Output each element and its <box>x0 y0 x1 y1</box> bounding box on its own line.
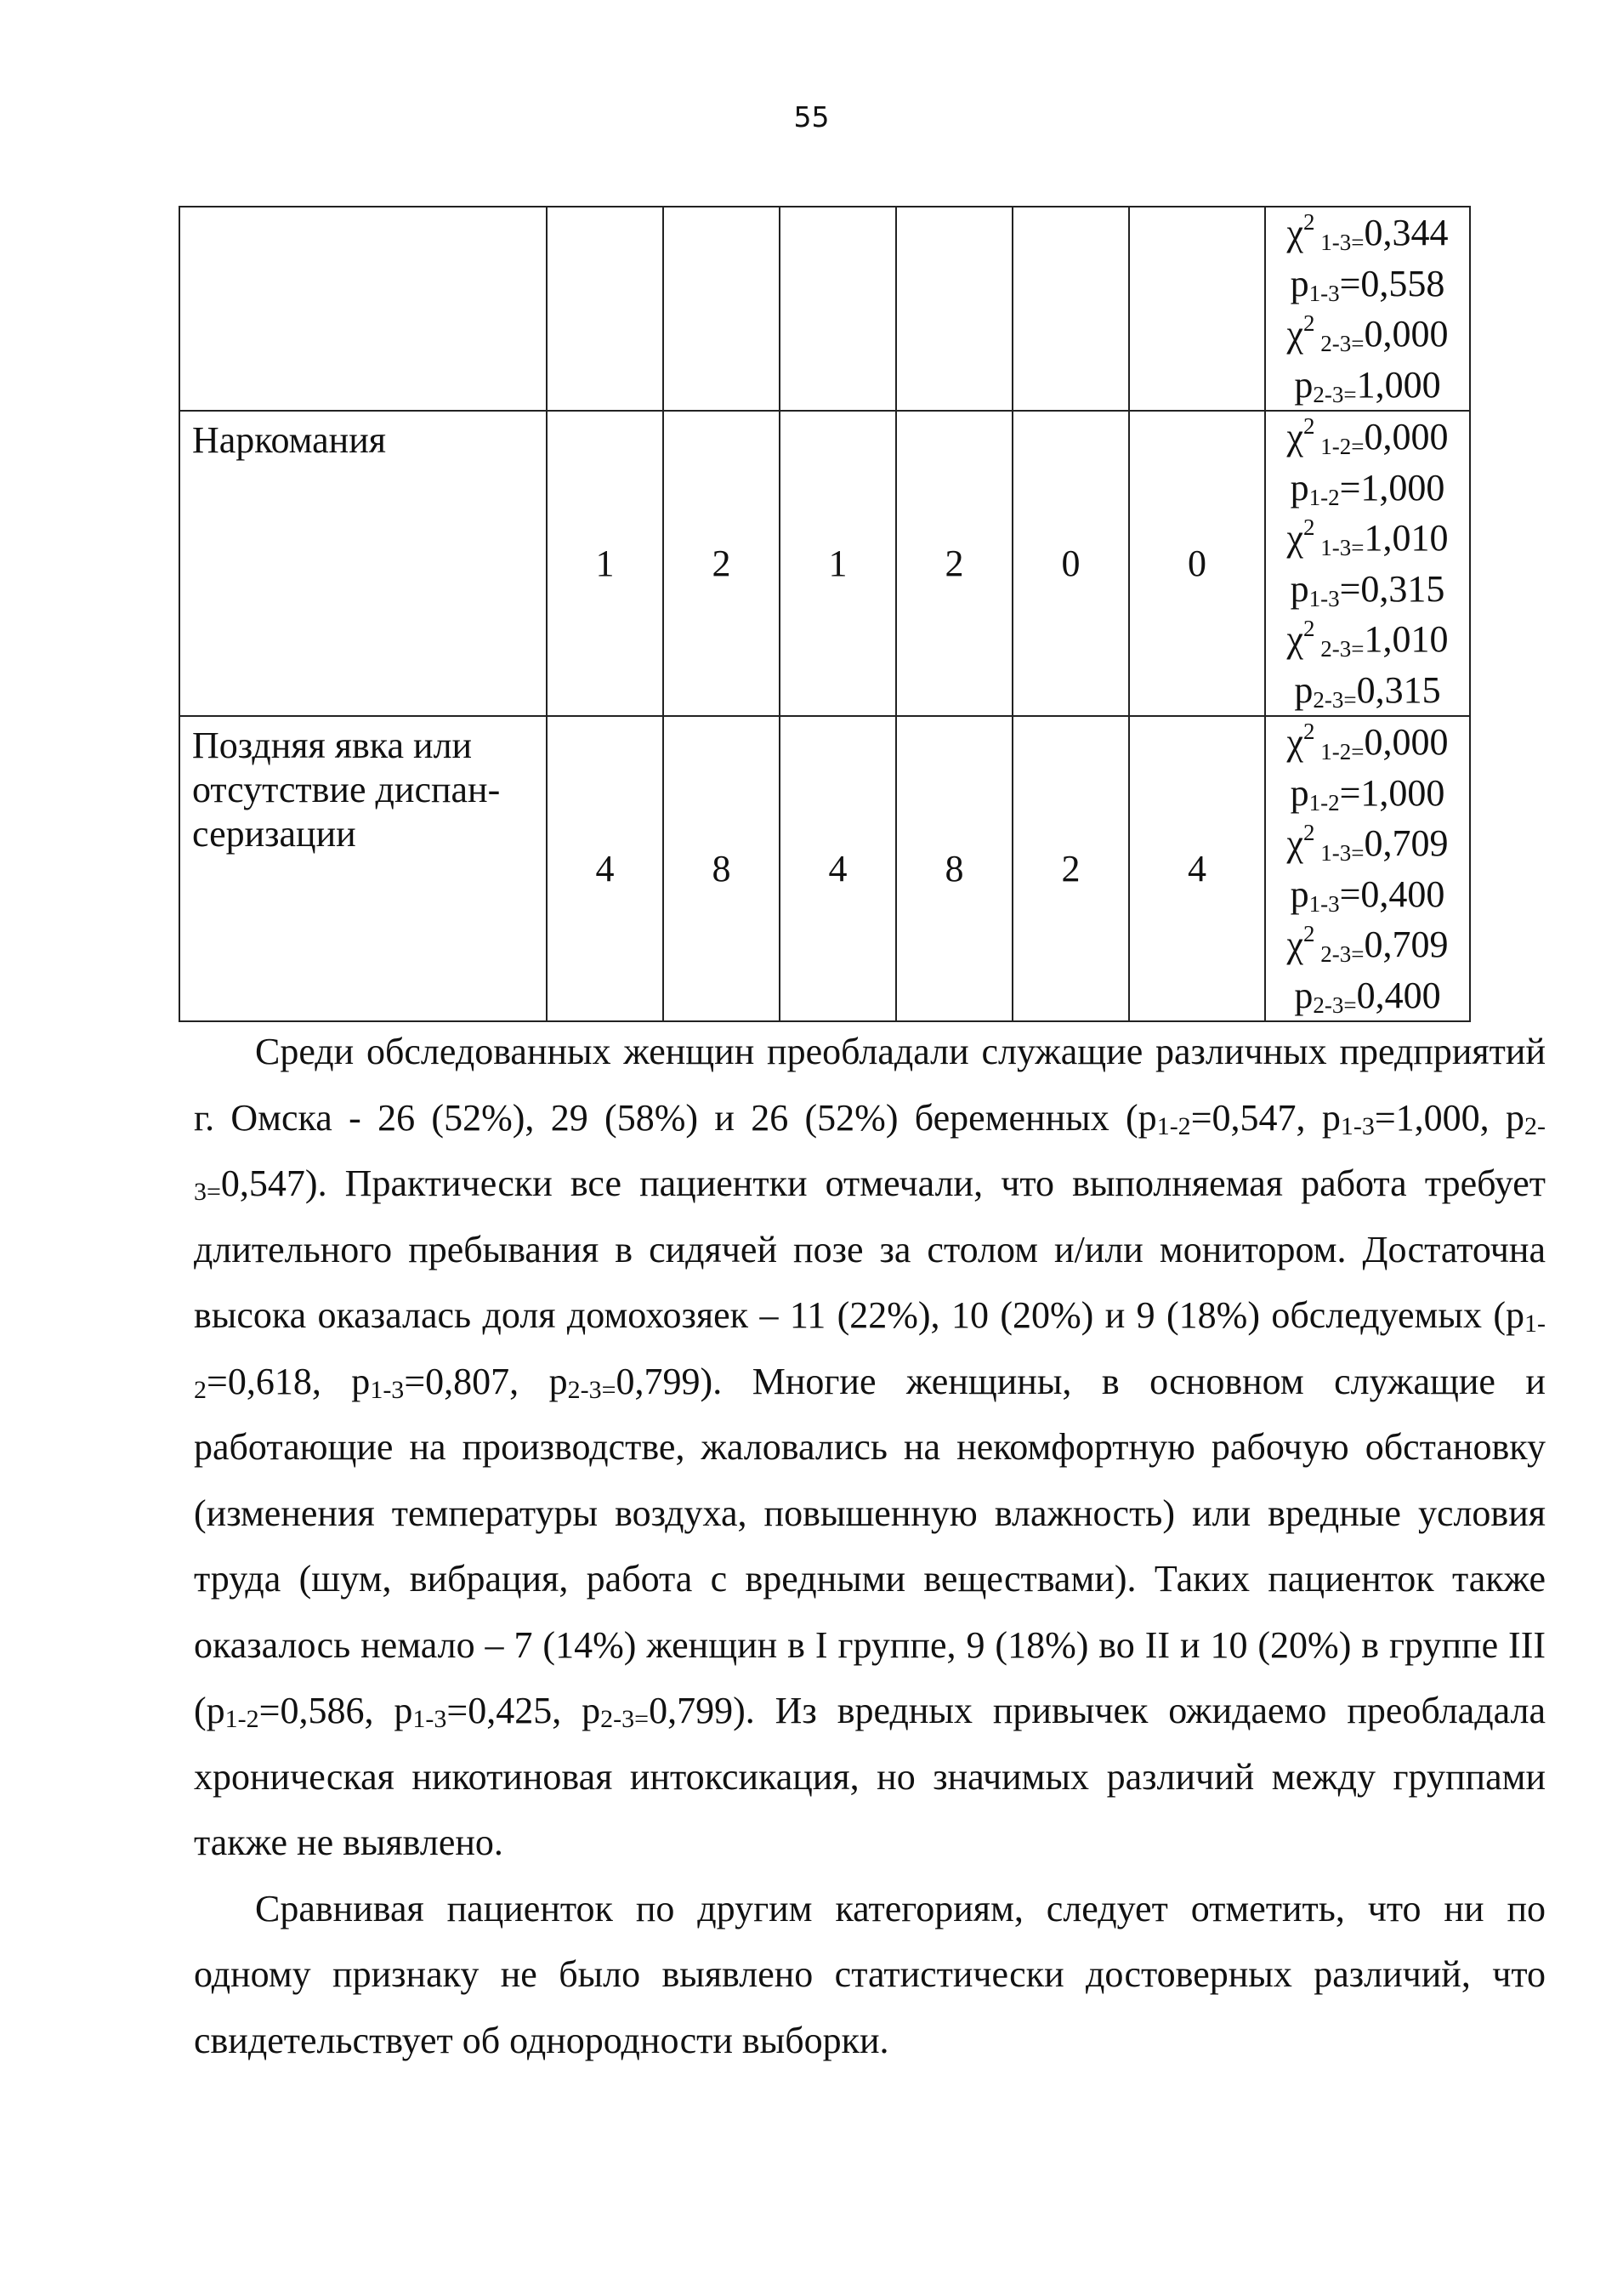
statistic-subscript: 1-2= <box>1314 434 1365 459</box>
group-count-cell <box>1013 207 1129 411</box>
statistic-line <box>1266 665 1469 716</box>
statistic-value: 0,000 <box>1364 313 1449 355</box>
statistic-subscript: 1-3= <box>1314 230 1365 255</box>
statistic-subscript: 2-3= <box>1313 381 1357 407</box>
statistic-value: =0,558 <box>1339 262 1445 304</box>
p-value-subscript: 1-2 <box>194 1310 1546 1404</box>
group-count-cell: 8 <box>896 716 1013 1021</box>
group-count-cell: 4 <box>547 716 663 1021</box>
p-value-subscript: 2-3= <box>567 1375 616 1404</box>
statistic-subscript: 1-3= <box>1314 535 1365 560</box>
statistic-superscript: 2 <box>1303 413 1315 439</box>
statistic-subscript: 2-3= <box>1313 686 1357 713</box>
table-row <box>179 207 1470 411</box>
table-row <box>179 411 1470 716</box>
group-count-cell: 0 <box>1013 411 1129 716</box>
group-count-cell <box>896 207 1013 411</box>
statistic-line <box>1266 309 1469 360</box>
row-label-line: серизации <box>192 813 356 855</box>
statistic-value: =1,000 <box>1339 466 1445 509</box>
p-value-subscript: 1-2 <box>1156 1111 1191 1140</box>
group-count-cell: 4 <box>1129 716 1265 1021</box>
row-label: Наркомания <box>179 411 547 716</box>
statistic-line <box>1266 614 1469 665</box>
statistic-value: 1,000 <box>1356 363 1441 406</box>
p-value-subscript: 1-3 <box>1340 1111 1375 1140</box>
group-count-cell <box>547 207 663 411</box>
statistic-symbol: p <box>1294 974 1314 1016</box>
statistic-symbol: χ <box>1286 517 1304 559</box>
statistic-line <box>1266 717 1469 768</box>
row-label <box>179 716 547 1021</box>
p-value-subscript: 2-3= <box>600 1705 650 1733</box>
group-count-cell <box>1129 207 1265 411</box>
statistic-superscript: 2 <box>1303 514 1315 540</box>
statistic-subscript: 1-3 <box>1308 890 1340 917</box>
statistic-line <box>1266 869 1469 920</box>
paragraph: Среди обследованных женщин преобладали служащие различных предприятий г. Омска - 26 (52%), 29 (58%) и 26 (52%) беременных (p1-2=0,547, p1-3=1,000, p2-3=0,547). Практически все пациентки отмечали, что выполняемая работа требует длительного пребывания в сидячей позе за столом и/или монитором. Достаточна высока оказалась доля домохозяек – 11 (22%), 10 (20%) и 9 (18%) обследуемых (p1-2=0,618, p1-3=0,807, p2-3=0,799). Многие женщины, в основном служащие и работающие на производстве, жаловались на некомфортную рабочую обстановку (изменения температуры воздуха, повышенную влажность) или вредные условия труда (шум, вибрация, работа с вредными веществами). Таких пациенток также оказалось немало – 7 (14%) женщин в I группе, 9 (18%) во II и 10 (20%) в группе III (p1-2=0,586, p1-3=0,425, p2-3=0,799). Из вредных привычек ожидаемо преобладала хроническая никотиновая интоксикация, но значимых различий между группами также не выявлено. <box>194 1031 1546 1863</box>
statistic-value: 1,010 <box>1364 618 1449 660</box>
statistic-subscript: 1-3 <box>1308 585 1340 611</box>
statistic-subscript: 2-3= <box>1314 331 1365 356</box>
statistics-cell <box>1265 411 1470 716</box>
statistic-line <box>1266 818 1469 869</box>
statistic-line <box>1266 970 1469 1021</box>
statistic-value: =0,400 <box>1339 872 1445 915</box>
statistic-subscript: 2-3= <box>1314 636 1365 662</box>
statistic-symbol: χ <box>1286 924 1304 965</box>
row-label <box>179 207 547 411</box>
group-count-cell: 2 <box>896 411 1013 716</box>
statistic-value: 1,010 <box>1364 517 1449 559</box>
body-text <box>194 1019 1546 2073</box>
group-count-cell: 4 <box>780 716 896 1021</box>
statistic-symbol: p <box>1294 363 1314 406</box>
paragraph: Сравнивая пациенток по другим категориям, следует отметить, что ни по одному признаку не было выявлено статистически достоверных различий, что свидетельствует об однородности выборки. <box>194 1887 1546 2061</box>
statistic-value: 0,709 <box>1364 924 1449 965</box>
statistic-symbol: p <box>1290 872 1309 915</box>
statistic-symbol: χ <box>1286 416 1304 457</box>
statistic-line <box>1266 412 1469 463</box>
statistic-symbol: χ <box>1286 618 1304 660</box>
statistics-cell <box>1265 716 1470 1021</box>
p-value-subscript: 1-3 <box>370 1375 405 1404</box>
statistic-subscript: 2-3= <box>1313 992 1357 1018</box>
p-value-subscript: 2-3= <box>194 1111 1546 1206</box>
statistic-subscript: 1-2 <box>1308 789 1340 816</box>
statistic-line <box>1266 463 1469 514</box>
group-count-cell: 2 <box>1013 716 1129 1021</box>
statistic-line <box>1266 513 1469 564</box>
statistic-symbol: p <box>1290 567 1309 610</box>
statistic-superscript: 2 <box>1303 209 1315 235</box>
statistic-superscript: 2 <box>1303 310 1315 336</box>
group-count-cell <box>663 207 780 411</box>
statistic-line <box>1266 259 1469 310</box>
statistic-symbol: p <box>1294 668 1314 711</box>
statistic-symbol: χ <box>1286 212 1304 253</box>
group-count-cell: 0 <box>1129 411 1265 716</box>
p-value-subscript: 1-3 <box>412 1705 447 1733</box>
statistic-value: 0,000 <box>1364 721 1449 763</box>
group-count-cell: 1 <box>547 411 663 716</box>
statistic-symbol: χ <box>1286 822 1304 864</box>
page-number: 55 <box>793 100 830 134</box>
statistic-subscript: 1-3= <box>1314 840 1365 866</box>
statistics-table <box>179 206 1471 1022</box>
statistic-symbol: p <box>1290 771 1309 814</box>
statistic-subscript: 1-3 <box>1308 280 1340 306</box>
statistic-line <box>1266 768 1469 819</box>
table-row <box>179 716 1470 1021</box>
statistic-line <box>1266 207 1469 259</box>
statistic-superscript: 2 <box>1303 616 1315 641</box>
statistic-value: 0,000 <box>1364 416 1449 457</box>
statistic-value: =1,000 <box>1339 771 1445 814</box>
row-label-line: отсутствие диспан- <box>192 769 501 810</box>
statistics-cell <box>1265 207 1470 411</box>
statistic-symbol: χ <box>1286 313 1304 355</box>
statistic-line <box>1266 564 1469 615</box>
statistic-subscript: 2-3= <box>1314 941 1365 967</box>
statistic-subscript: 1-2= <box>1314 739 1365 764</box>
statistic-line <box>1266 360 1469 411</box>
statistic-superscript: 2 <box>1303 921 1315 946</box>
statistic-line <box>1266 919 1469 970</box>
group-count-cell: 2 <box>663 411 780 716</box>
p-value-subscript: 1-2 <box>224 1705 259 1733</box>
statistic-value: 0,315 <box>1356 668 1441 711</box>
statistic-value: 0,400 <box>1356 974 1441 1016</box>
group-count-cell: 8 <box>663 716 780 1021</box>
statistic-value: 0,709 <box>1364 822 1449 864</box>
statistic-value: =0,315 <box>1339 567 1445 610</box>
group-count-cell: 1 <box>780 411 896 716</box>
statistic-symbol: p <box>1290 262 1309 304</box>
group-count-cell <box>780 207 896 411</box>
statistic-symbol: χ <box>1286 721 1304 763</box>
statistic-value: 0,344 <box>1364 212 1449 253</box>
row-label-line: Поздняя явка или <box>192 725 473 766</box>
statistic-superscript: 2 <box>1303 719 1315 744</box>
statistic-subscript: 1-2 <box>1308 484 1340 510</box>
statistic-superscript: 2 <box>1303 820 1315 845</box>
statistic-symbol: p <box>1290 466 1309 509</box>
